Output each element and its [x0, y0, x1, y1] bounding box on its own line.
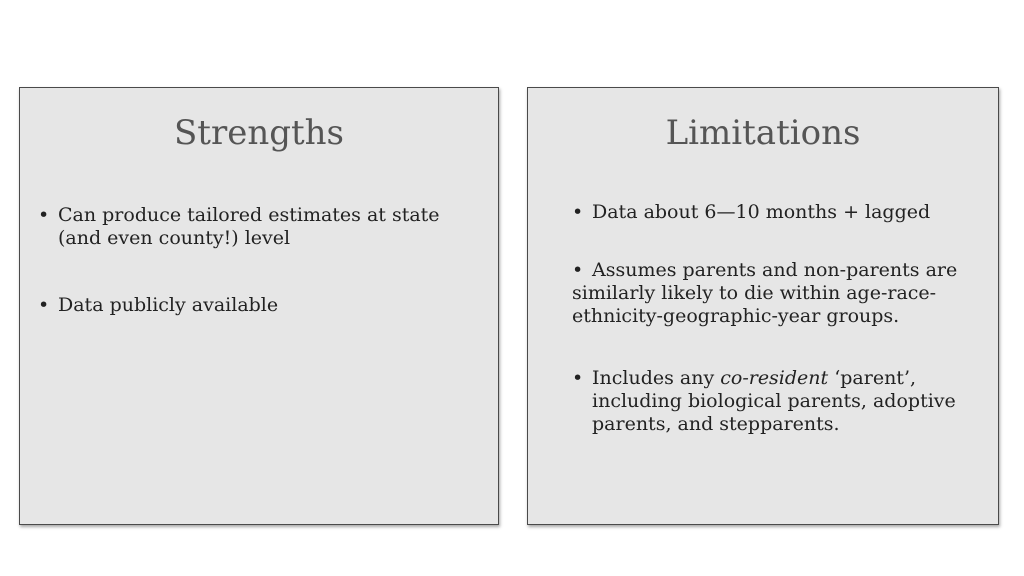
strengths-bullet	[38, 204, 478, 250]
strengths-bullet-text: Data publicly available	[58, 294, 279, 316]
bullet-icon: •	[572, 201, 584, 223]
strengths-bullet-text: Can produce tailored estimates at state (and even county!) level	[58, 204, 440, 249]
bullet-icon: •	[38, 294, 50, 316]
limitations-bullet	[572, 259, 992, 328]
limitations-bullet-text	[572, 367, 994, 436]
bullet-text-post: ‘parent’, including biological parents, adoptive parents, and stepparents.	[592, 367, 956, 435]
limitations-bullet-text-rest: similarly likely to die within age-race-ethnicity-geographic-year groups.	[572, 282, 937, 327]
limitations-bullet-text: Data about 6—10 months + lagged	[592, 201, 931, 223]
limitations-title: Limitations	[665, 113, 861, 153]
strengths-title: Strengths	[174, 113, 344, 153]
strengths-panel	[19, 87, 499, 525]
limitations-bullet	[572, 367, 994, 436]
bullet-text-italic: co-resident	[720, 367, 829, 389]
limitations-bullet	[572, 201, 992, 224]
bullet-text-pre: Includes any	[592, 367, 721, 389]
limitations-panel	[527, 87, 999, 525]
bullet-icon: •	[572, 367, 584, 389]
bullet-icon: •	[572, 259, 584, 281]
bullet-icon: •	[38, 204, 50, 226]
strengths-bullet	[38, 294, 478, 317]
limitations-bullet-text-line1: Assumes parents and non-parents are	[592, 259, 958, 281]
